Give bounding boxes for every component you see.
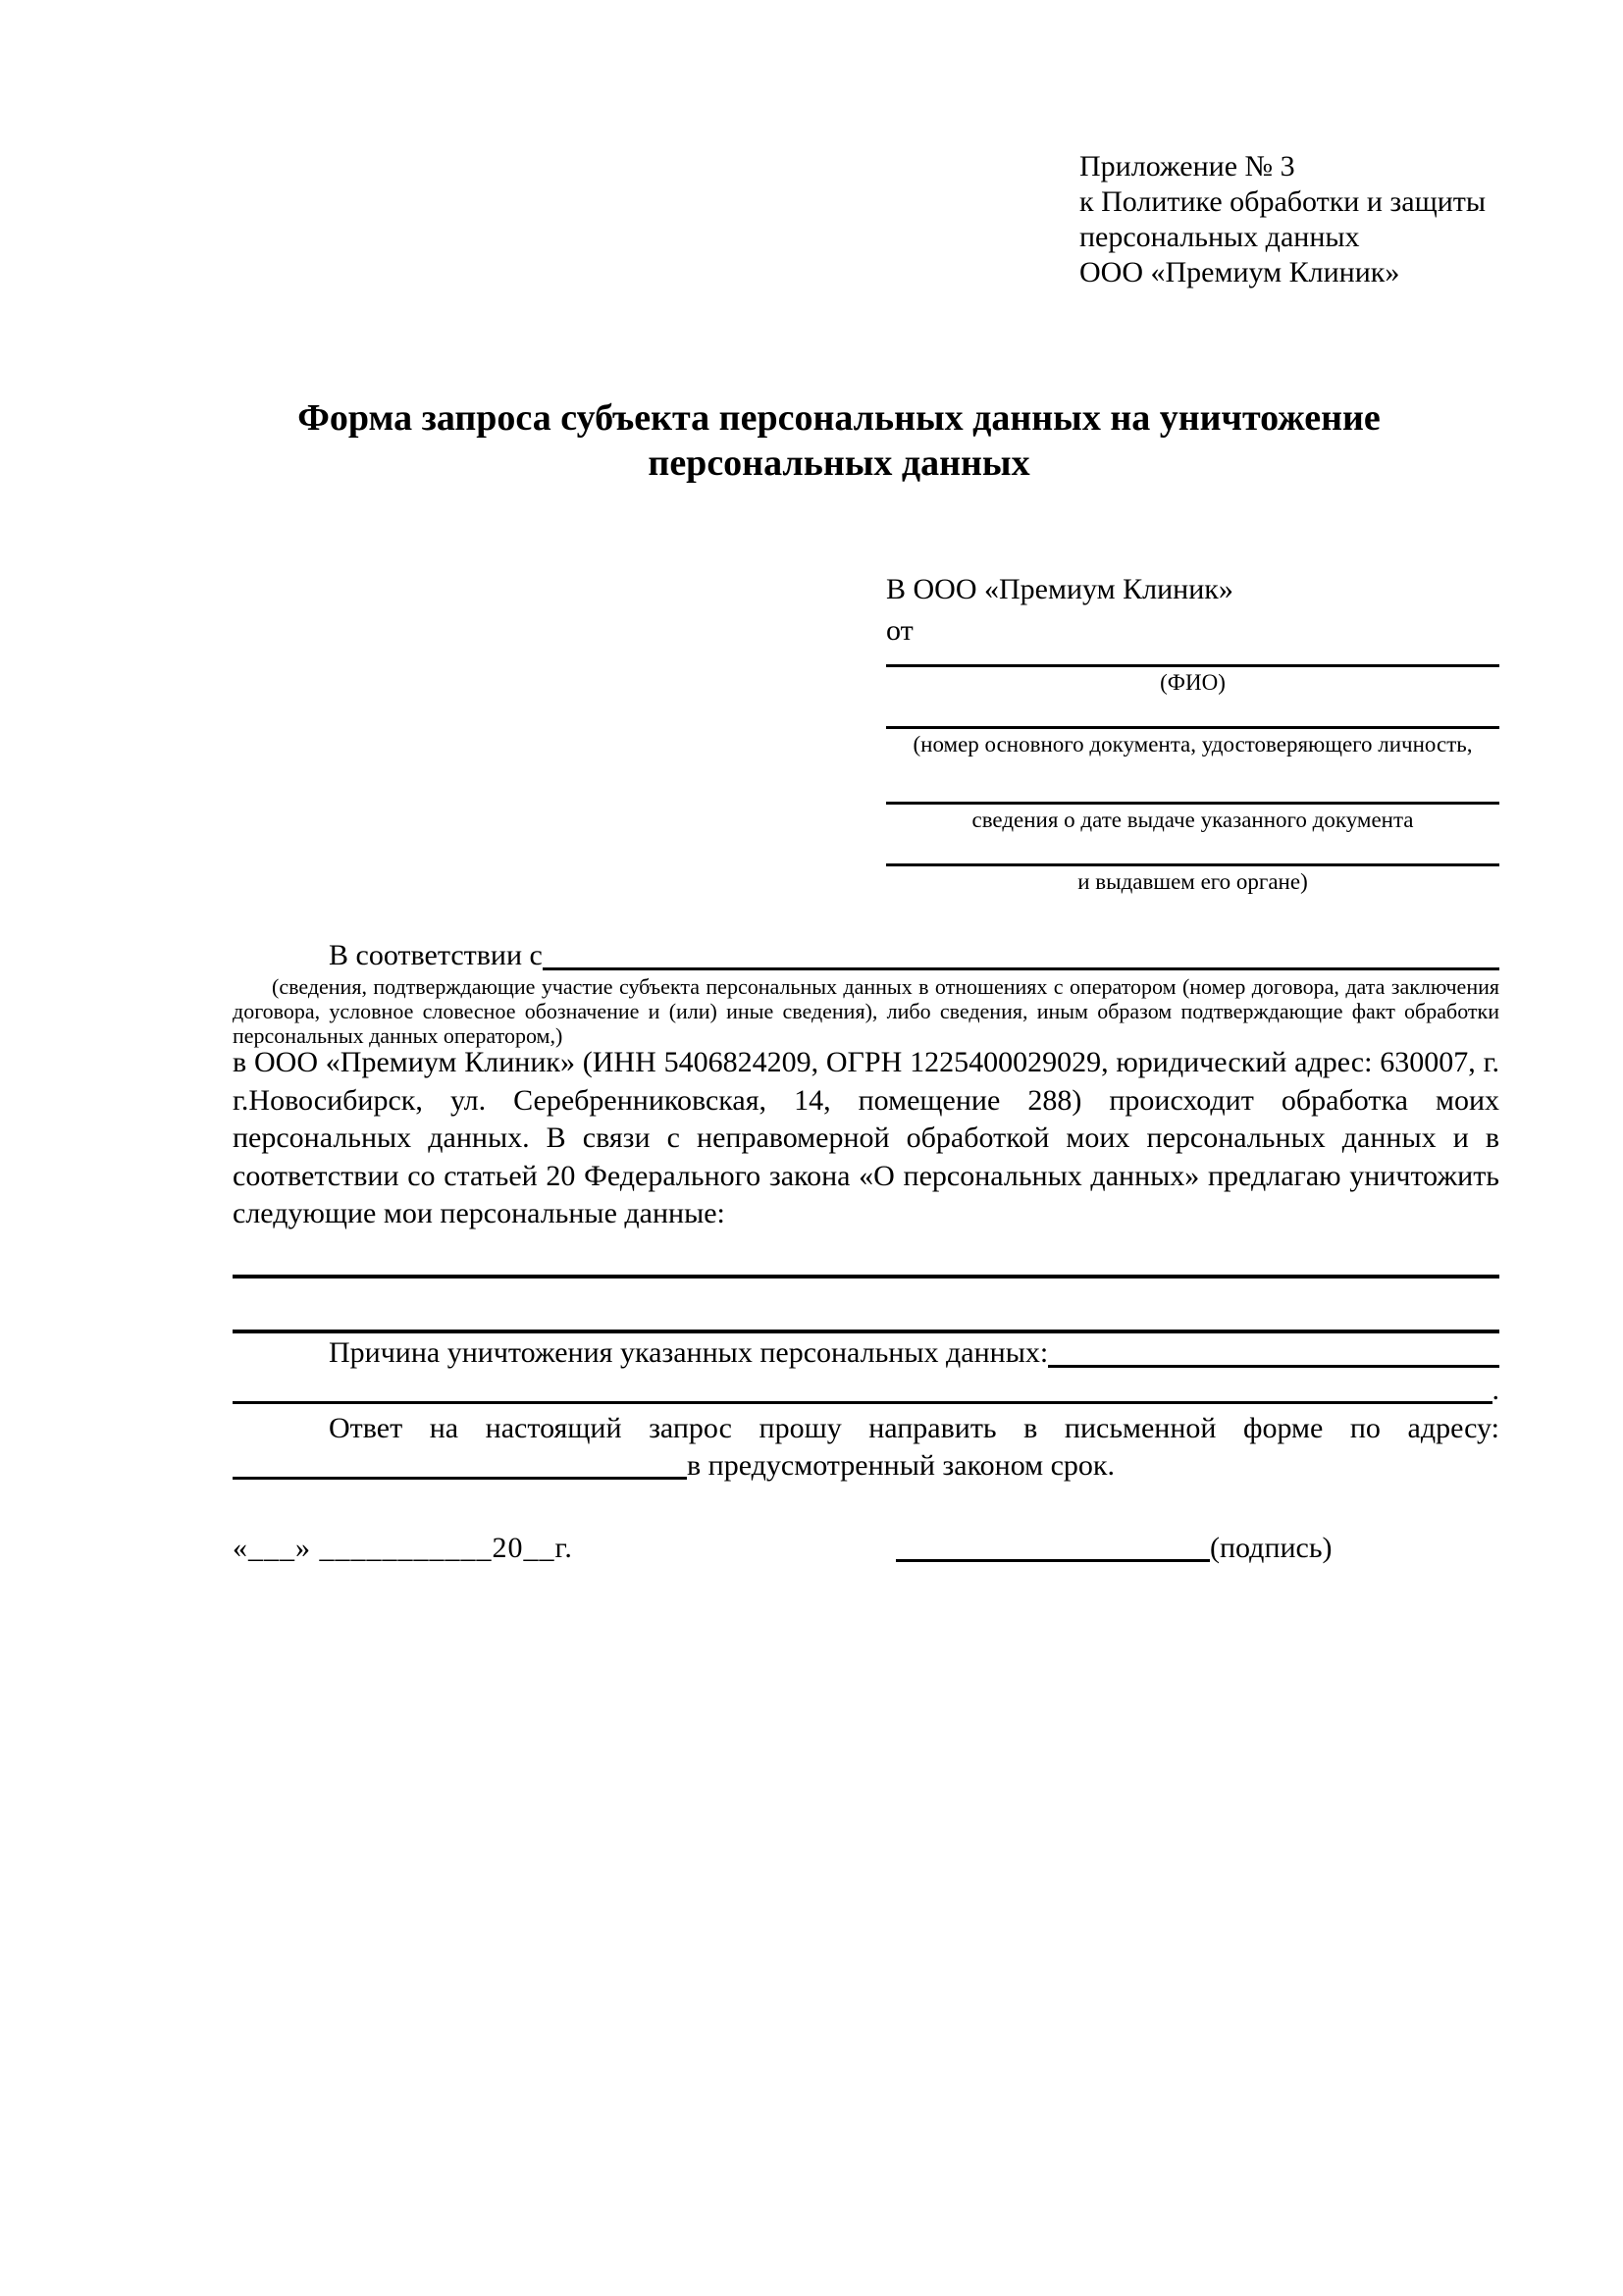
appendix-line-3: персональных данных	[1079, 221, 1360, 253]
response-paragraph	[233, 1410, 1499, 1485]
reason-line-period: .	[1492, 1373, 1499, 1406]
reason-continuation-line	[233, 1372, 1499, 1409]
appendix-line-4: ООО «Премиум Клиник»	[1079, 256, 1400, 288]
personal-data-blank-line-2	[233, 1330, 1499, 1333]
addressee-from-label: от	[886, 614, 914, 647]
document-number-field-label: (номер основного документа, удостоверяющего личность,	[913, 732, 1473, 757]
signature-group	[896, 1530, 1333, 1567]
accordance-annotation: (сведения, подтверждающие участие субъекта персональных данных в отношениях с оператором (номер договора, дата заключения договора, условное словесное обозначение и (или) иные сведения), либо сведения, иным образом подтверждающие факт обработки персональных данных оператором,)	[233, 974, 1499, 1048]
response-text: Ответ на настоящий запрос прошу направить в письменной форме по адресу:	[329, 1411, 1499, 1444]
document-title: Форма запроса субъекта персональных данных на уничтожение персональных данных	[297, 397, 1381, 484]
signature-label: (подпись)	[1210, 1531, 1333, 1564]
addressee-block	[886, 569, 1499, 898]
personal-data-blank-line-1	[233, 1275, 1499, 1278]
response-suffix: в предусмотренный законом срок.	[687, 1448, 1115, 1482]
main-paragraph: в ООО «Премиум Клиник» (ИНН 5406824209, ОГРН 1225400029029, юридический адрес: 630007, г. г.Новосибирск, ул. Серебренниковская, 14, помещение 288) происходит обработка моих персональных данных. В связи с неправомерной обработкой моих персональных данных и в соответствии со статьей 20 Федерального закона «О персональных данных» предлагаю уничтожить следующие мои персональные данные:	[233, 1046, 1499, 1230]
appendix-line-2: к Политике обработки и защиты	[1079, 185, 1487, 218]
document-number-field	[886, 726, 1499, 760]
reason-prefix: Причина уничтожения указанных персональных данных:	[329, 1335, 1049, 1369]
date-signature-row	[233, 1530, 1499, 1567]
appendix-block	[1079, 149, 1486, 290]
addressee-organization: В ООО «Премиум Клиник»	[886, 573, 1233, 605]
address-blank-line	[233, 1447, 687, 1480]
date-line: «___» ___________20__г.	[233, 1531, 573, 1564]
reason-blank-line-2	[233, 1372, 1492, 1404]
document-body	[233, 937, 1499, 1567]
accordance-line	[233, 937, 1499, 974]
accordance-blank-line	[543, 937, 1499, 970]
accordance-prefix: В соответствии с	[329, 939, 543, 971]
reason-line	[233, 1334, 1499, 1372]
issuing-authority-field	[886, 863, 1499, 898]
issue-date-field	[886, 802, 1499, 836]
issue-date-field-label: сведения о дате выдаче указанного документа	[971, 808, 1414, 832]
issuing-authority-field-label: и выдавшем его органе)	[1077, 869, 1308, 894]
signature-blank-line	[896, 1530, 1210, 1562]
appendix-line-1: Приложение № 3	[1079, 150, 1295, 183]
fio-field	[886, 664, 1499, 699]
reason-blank-line	[1048, 1334, 1499, 1368]
fio-field-label: (ФИО)	[1160, 670, 1226, 695]
